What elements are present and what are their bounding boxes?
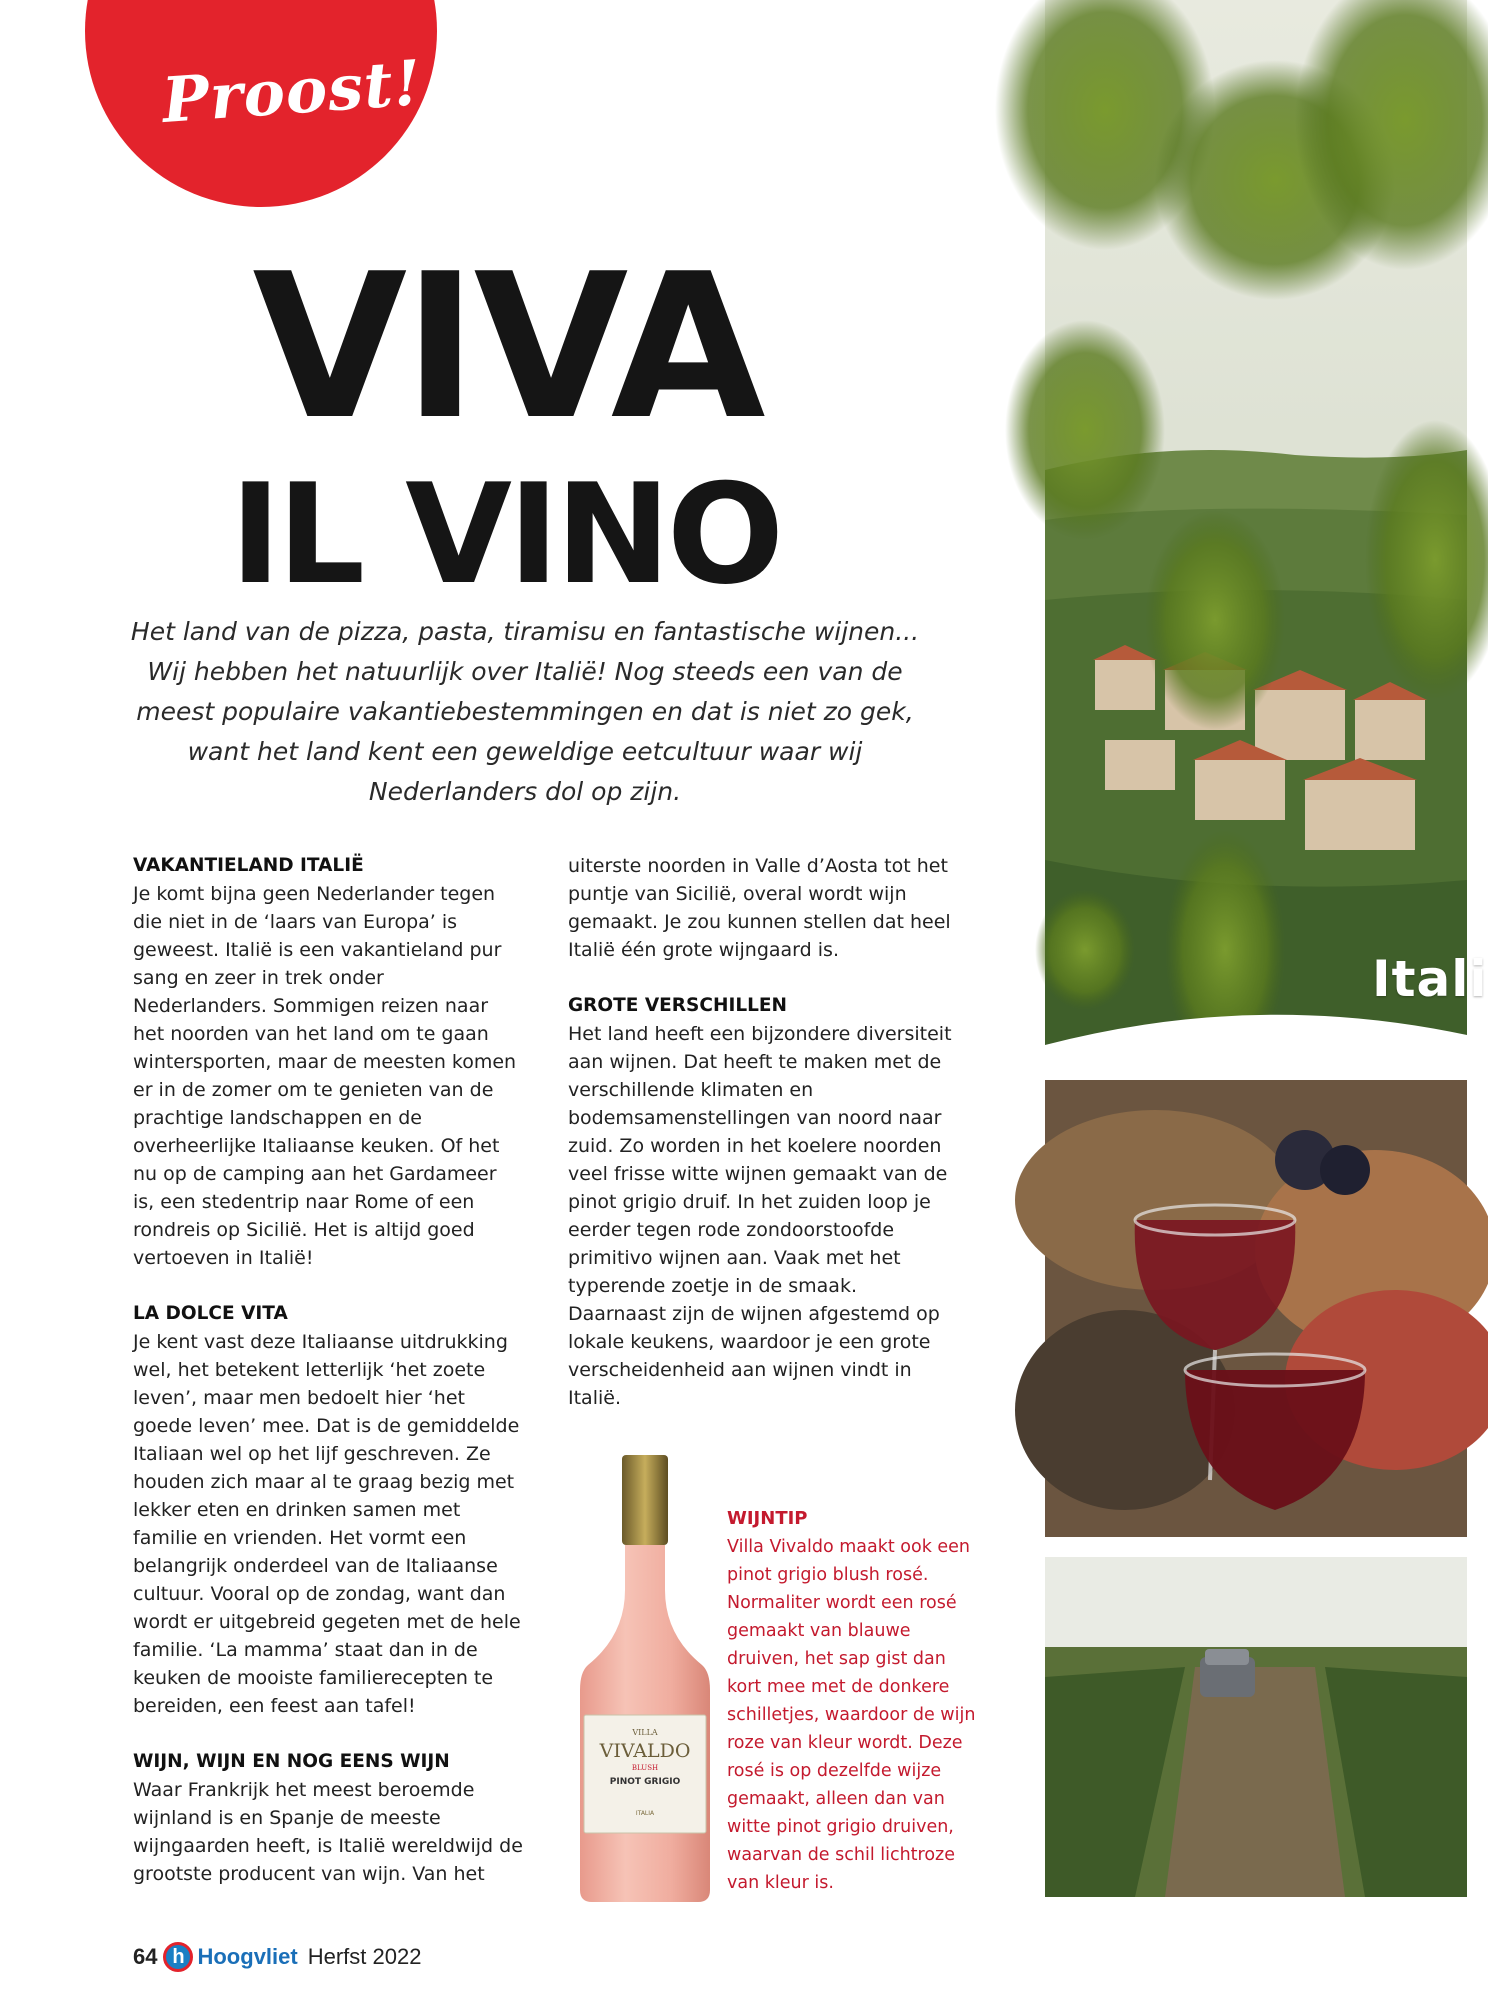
intro-text: Het land van de pizza, pasta, tiramisu en fantastische wijnen... Wij hebben het natuurlijk over Italië! Nog steeds een van de meest populaire vakantiebestemmingen en dat is niet zo gek, want het land kent een geweldige eetcultuur waar wij Nederlanders dol op zijn.	[130, 617, 920, 806]
section-body: Het land heeft een bijzondere diversiteit aan wijnen. Dat heeft te maken met de verschillende klimaten en bodemsamenstellingen van noord naar zuid. Zo worden in het koelere noorden veel frisse witte wijnen gemaakt van de pinot grigio druif. In het zuiden loop je eerder tegen rode zondoorstoofde primitivo wijnen aan. Vaak met het typerende zoetje in de smaak. Daarnaast zijn de wijnen afgestemd op lokale keukens, waardoor je een grote verscheidenheid aan wijnen vindt in Italië.	[568, 1023, 952, 1409]
page-footer	[133, 1942, 421, 1972]
page-number: 64	[133, 1944, 158, 1969]
bottle-label-villa: VILLA	[632, 1728, 658, 1737]
section-heading: LA DOLCE VITA	[133, 1303, 288, 1324]
wine-tip	[727, 1505, 977, 1897]
section-body: Waar Frankrijk het meest beroemde wijnland is en Spanje de meeste wijngaarden heeft, is Italië wereldwijd de grootste producent van wijn. Van het	[133, 1779, 523, 1885]
badge-label: Proost!	[159, 46, 424, 137]
bottle-label-origin: ITALIA	[635, 1810, 655, 1817]
bottle-label-variety: PINOT GRIGIO	[609, 1777, 681, 1787]
brand-name: Hoogvliet	[197, 1944, 298, 1969]
bottle-label-sub: BLUSH	[631, 1764, 659, 1772]
wine-bottle-image	[570, 1450, 720, 1905]
issue-label: Herfst 2022	[307, 1944, 422, 1969]
wine-tip-heading: WIJNTIP	[727, 1508, 808, 1529]
vineyard-rows-photo	[1045, 1557, 1467, 1897]
article-column-1	[133, 852, 523, 1916]
wine-glasses-photo	[1045, 1080, 1467, 1537]
article-column-2	[568, 852, 953, 1440]
section-heading: GROTE VERSCHILLEN	[568, 995, 788, 1016]
section-body: Je komt bijna geen Nederlander tegen die niet in de ‘laars van Europa’ is geweest. Italië is een vakantieland pur sang en zeer in trek onder Nederlanders. Sommigen reizen naar het noorden van het land om te gaan wintersporten, maar de meesten komen er in de zomer om te genieten van de prachtige landschappen en de overheerlijke Italiaanse keuken. Of het nu op de camping aan het Gardameer is, een stedentrip naar Rome of een rondreis op Sicilië. Het is altijd goed vertoeven in Italië!	[133, 883, 517, 1269]
section-heading: VAKANTIELAND ITALIË	[133, 855, 364, 876]
title-line-2: IL VINO	[229, 454, 781, 615]
hoogvliet-logo-icon: h	[163, 1942, 193, 1972]
photo-overlay-text: Itali	[1372, 950, 1488, 1008]
bottle-label-brand: VIVALDO	[599, 1740, 691, 1762]
wine-tip-body: Villa Vivaldo maakt ook een pinot grigio blush rosé. Normaliter wordt een rosé gemaakt van blauwe druiven, het sap gist dan kort mee met de donkere schilletjes, waardoor de wijn roze van kleur wordt. Deze rosé is op dezelfde wijze gemaakt, alleen dan van witte pinot grigio druiven, waarvan de schil lichtroze van kleur is.	[727, 1537, 976, 1893]
section-body-continued: uiterste noorden in Valle d’Aosta tot het puntje van Sicilië, overal wordt wijn gemaakt. Je zou kunnen stellen dat heel Italië één grote wijngaard is.	[568, 855, 951, 961]
vineyard-landscape-photo	[1045, 0, 1467, 1080]
title-line-1: VIVA	[252, 231, 762, 464]
section-body: Je kent vast deze Italiaanse uitdrukking wel, het betekent letterlijk ‘het zoete leven’, maar men bedoelt hier ‘het goede leven’ mee. Dat is de gemiddelde Italiaan wel op het lijf geschreven. Ze houden zich maar al te graag bezig met lekker eten en drinken samen met familie en vrienden. Het vormt een belangrijk onderdeel van de Italiaanse cultuur. Vooral op de zondag, want dan wordt er uitgebreid gegeten met de hele familie. ‘La mamma’ staat dan in de keuken de mooiste familierecepten te bereiden, een feest aan tafel!	[133, 1331, 521, 1717]
section-heading: WIJN, WIJN EN NOG EENS WIJN	[133, 1751, 450, 1772]
